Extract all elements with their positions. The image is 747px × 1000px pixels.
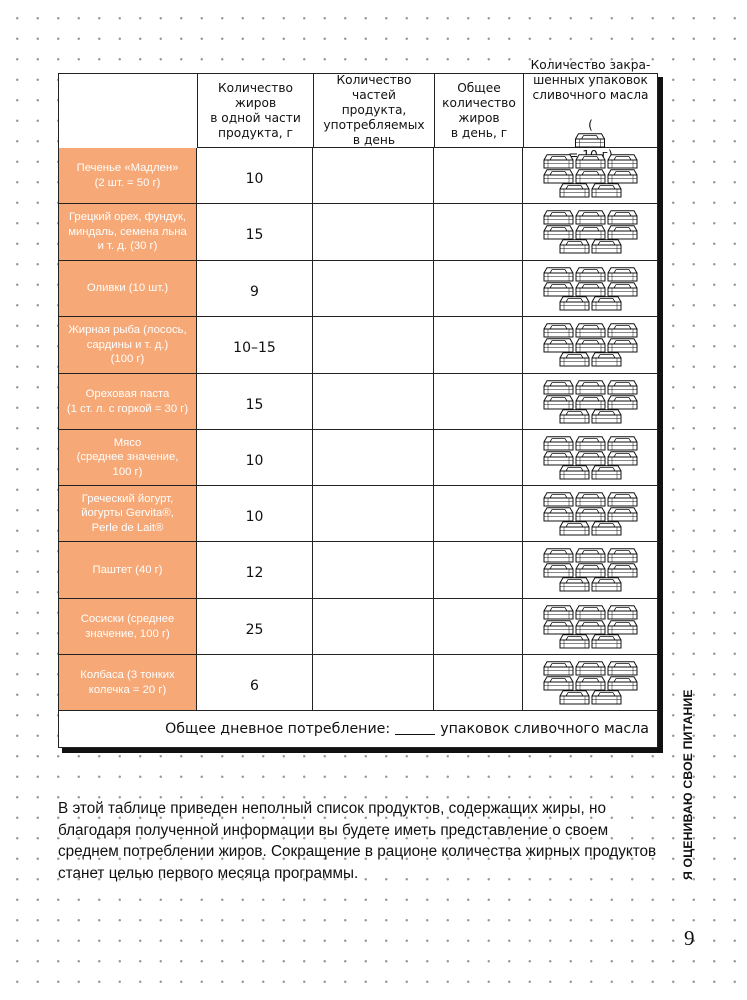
total-fat-cell[interactable] <box>434 317 523 373</box>
fat-per-portion: 10 <box>197 486 313 541</box>
header-fat-per-portion: Количество жиров в одной части продукта, г <box>197 74 313 148</box>
total-row <box>59 710 657 747</box>
butter-packs-icon[interactable] <box>540 548 640 592</box>
fat-table <box>58 58 659 749</box>
total-fat-cell[interactable] <box>434 430 523 485</box>
total-fat-cell[interactable] <box>434 204 523 260</box>
header-portions-per-day: Количество частей продукта, употребляемых в день <box>313 74 434 148</box>
butter-pack-icon <box>574 133 606 148</box>
portions-per-day-cell[interactable] <box>313 317 434 373</box>
product-name: Греческий йогурт, йогурты Gervita®, Perle de Lait® <box>59 486 197 541</box>
portions-per-day-cell[interactable] <box>313 430 434 485</box>
table-row <box>59 599 657 655</box>
total-fat-cell[interactable] <box>434 261 523 316</box>
table-row <box>59 374 657 430</box>
portions-per-day-cell[interactable] <box>313 204 434 260</box>
side-section-title: Я ОЦЕНИВАЮ СВОЕ ПИТАНИЕ <box>681 689 695 880</box>
fat-per-portion: 10 <box>197 148 313 203</box>
total-fat-cell[interactable] <box>434 542 523 598</box>
total-suffix: упаковок сливочного масла <box>440 720 649 737</box>
butter-packs-cell[interactable] <box>523 430 657 485</box>
butter-packs-cell[interactable] <box>523 317 657 373</box>
total-fat-cell[interactable] <box>434 486 523 541</box>
butter-packs-cell[interactable] <box>523 599 657 654</box>
butter-legend: ( = г) <box>568 118 613 162</box>
butter-packs-icon[interactable] <box>540 210 640 254</box>
total-label: Общее дневное потребление: <box>165 720 391 737</box>
butter-packs-cell[interactable] <box>523 486 657 541</box>
table-row <box>59 430 657 486</box>
product-name: Оливки (10 шт.) <box>59 261 197 316</box>
table-row <box>59 204 657 261</box>
butter-packs-cell[interactable] <box>523 374 657 429</box>
header-butter-packs-label: Количество закра- шенных упаковок сливочного масла <box>530 58 651 102</box>
fat-per-portion: 9 <box>197 261 313 316</box>
product-name: Паштет (40 г) <box>59 542 197 598</box>
total-fat-cell[interactable] <box>434 148 523 203</box>
product-name: Жирная рыба (лосось, сардины и т. д.) (100 г) <box>59 317 197 373</box>
butter-packs-cell[interactable] <box>523 655 657 710</box>
portions-per-day-cell[interactable] <box>313 374 434 429</box>
portions-per-day-cell[interactable] <box>313 542 434 598</box>
table-row <box>59 261 657 317</box>
butter-packs-icon[interactable] <box>540 436 640 480</box>
butter-packs-icon[interactable] <box>540 661 640 705</box>
portions-per-day-cell[interactable] <box>313 148 434 203</box>
fat-per-portion: 10–15 <box>197 317 313 373</box>
table-row <box>59 148 657 204</box>
table-row <box>59 542 657 599</box>
total-fat-cell[interactable] <box>434 599 523 654</box>
portions-per-day-cell[interactable] <box>313 486 434 541</box>
butter-packs-icon[interactable] <box>540 492 640 536</box>
butter-packs-icon[interactable] <box>540 323 640 367</box>
table-row <box>59 655 657 711</box>
header-butter-packs <box>523 58 657 162</box>
fat-per-portion: 15 <box>197 374 313 429</box>
product-name: Мясо (среднее значение, 100 г) <box>59 430 197 485</box>
butter-packs-cell[interactable] <box>523 261 657 316</box>
table-row <box>59 486 657 542</box>
portions-per-day-cell[interactable] <box>313 655 434 710</box>
product-name: Ореховая паста (1 ст. л. с горкой = 30 г) <box>59 374 197 429</box>
total-fat-cell[interactable] <box>434 374 523 429</box>
page-number: 9 <box>684 926 695 950</box>
butter-packs-cell[interactable] <box>523 542 657 598</box>
total-fat-cell[interactable] <box>434 655 523 710</box>
product-name: Печенье «Мадлен» (2 шт. = 50 г) <box>59 148 197 203</box>
product-name: Колбаса (3 тонких колечка = 20 г) <box>59 655 197 710</box>
fat-per-portion: 10 <box>197 430 313 485</box>
product-name: Грецкий орех, фундук, миндаль, семена льна и т. д. (30 г) <box>59 204 197 260</box>
product-name: Сосиски (среднее значение, 100 г) <box>59 599 197 654</box>
fat-per-portion: 25 <box>197 599 313 654</box>
butter-packs-icon[interactable] <box>540 154 640 198</box>
butter-packs-cell[interactable] <box>523 204 657 260</box>
fat-per-portion: 6 <box>197 655 313 710</box>
butter-packs-icon[interactable] <box>540 380 640 424</box>
description-paragraph: В этой таблице приведен неполный список продуктов, содержащих жиры, но благодаря полученной информации вы будете иметь представление о своем среднем потреблении жиров. Сокращение в рационе количества жирных продуктов станет целью первого месяца программы. <box>58 800 657 882</box>
total-blank-field[interactable] <box>395 733 435 735</box>
butter-packs-cell[interactable] <box>523 148 657 203</box>
butter-packs-icon[interactable] <box>540 605 640 649</box>
fat-per-portion: 12 <box>197 542 313 598</box>
portions-per-day-cell[interactable] <box>313 261 434 316</box>
fat-per-portion: 15 <box>197 204 313 260</box>
butter-packs-icon[interactable] <box>540 267 640 311</box>
header-total-fat: Общее количество жиров в день, г <box>434 74 523 148</box>
table-row <box>59 317 657 374</box>
portions-per-day-cell[interactable] <box>313 599 434 654</box>
